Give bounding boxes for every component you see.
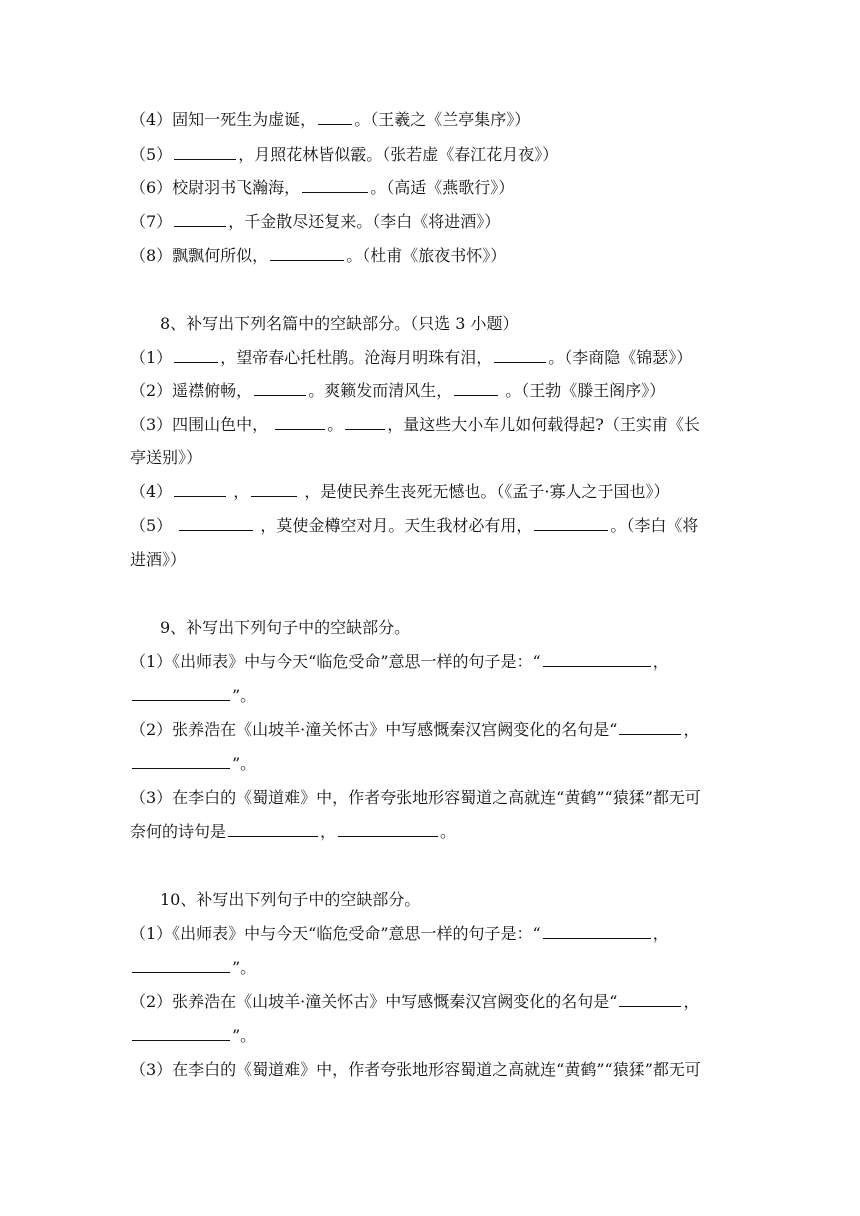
answer-blank[interactable] <box>345 415 385 430</box>
line-text: ，量这些大小车儿如何载得起?（王实甫《长 <box>387 415 700 434</box>
answer-blank[interactable] <box>619 720 681 735</box>
question-line <box>130 1060 740 1080</box>
answer-blank[interactable] <box>270 246 344 261</box>
answer-blank[interactable] <box>254 381 306 396</box>
question-line <box>130 178 740 198</box>
line-text: （2）张养浩在《山坡羊·潼关怀古》中写感慨秦汉宫阙变化的名句是“ <box>130 992 618 1011</box>
answer-blank[interactable] <box>132 958 230 973</box>
line-text: （4）固知一死生为虚诞， <box>130 110 317 129</box>
question-line <box>130 992 740 1012</box>
line-text: 。（李白《将 <box>610 516 699 535</box>
line-text: （5） <box>130 145 173 164</box>
line-text: ”。 <box>232 1026 257 1045</box>
answer-blank[interactable] <box>179 516 253 531</box>
line-text: ， <box>228 482 250 501</box>
question-line <box>130 754 740 774</box>
line-text: ， <box>320 822 337 841</box>
line-text: （5） <box>130 516 178 535</box>
line-text: 。 <box>327 415 344 434</box>
question-line <box>130 110 740 130</box>
question-line <box>130 720 740 740</box>
answer-blank[interactable] <box>318 110 352 125</box>
line-text: ， <box>652 652 669 671</box>
question-line <box>130 958 740 978</box>
line-text: 。 <box>440 822 457 841</box>
answer-blank[interactable] <box>338 822 438 837</box>
line-text: 8、补写出下列名篇中的空缺部分。（只选 3 小题） <box>160 314 519 333</box>
answer-blank[interactable] <box>494 348 546 363</box>
answer-blank[interactable] <box>454 381 498 396</box>
answer-blank[interactable] <box>302 178 368 193</box>
line-text: （1） <box>130 348 173 367</box>
question-line <box>130 924 740 944</box>
question-line <box>130 788 740 808</box>
line-text: 10、补写出下列句子中的空缺部分。 <box>160 890 421 909</box>
line-text: 。（王勃《滕王阁序》） <box>500 381 666 400</box>
answer-blank[interactable] <box>174 212 226 227</box>
question-line <box>130 348 740 368</box>
question-line <box>130 415 740 435</box>
line-text: （4） <box>130 482 173 501</box>
line-text: 亭送别》） <box>130 448 203 467</box>
line-text: 9、补写出下列句子中的空缺部分。 <box>160 618 411 637</box>
line-text: ，望帝春心托杜鹃。沧海月明珠有泪， <box>220 348 493 367</box>
answer-blank[interactable] <box>132 754 230 769</box>
line-text: 。爽籁发而清风生， <box>308 381 453 400</box>
question-line <box>130 516 740 536</box>
line-text: 进酒》） <box>130 550 187 569</box>
section-heading <box>160 890 770 910</box>
line-text: ， <box>652 924 669 943</box>
line-text: （8）飘飘何所似， <box>130 246 269 265</box>
answer-blank[interactable] <box>619 992 681 1007</box>
question-line <box>130 145 740 165</box>
section-heading <box>160 618 770 638</box>
line-text: （2）遥襟俯畅， <box>130 381 253 400</box>
answer-blank[interactable] <box>132 686 230 701</box>
answer-blank[interactable] <box>174 482 226 497</box>
section-heading <box>160 314 770 334</box>
question-line <box>130 482 740 502</box>
line-text: （7） <box>130 212 173 231</box>
line-text: ， <box>683 992 700 1011</box>
answer-blank[interactable] <box>174 145 236 160</box>
line-text: ”。 <box>232 958 257 977</box>
answer-blank[interactable] <box>174 348 218 363</box>
line-text: （2）张养浩在《山坡羊·潼关怀古》中写感慨秦汉宫阙变化的名句是“ <box>130 720 618 739</box>
question-line <box>130 822 740 842</box>
question-line <box>130 448 740 468</box>
question-line <box>130 1026 740 1046</box>
line-text: 。（李商隐《锦瑟》） <box>548 348 693 367</box>
answer-blank[interactable] <box>251 482 297 497</box>
answer-blank[interactable] <box>132 1026 230 1041</box>
question-line <box>130 686 740 706</box>
question-line <box>130 550 740 570</box>
line-text: ”。 <box>232 686 257 705</box>
line-text: 。（王羲之《兰亭集序》） <box>354 110 531 129</box>
line-text: ，是使民养生丧死无憾也。（《孟子·寡人之于国也》） <box>299 482 670 501</box>
answer-blank[interactable] <box>543 652 651 667</box>
line-text: ，千金散尽还复来。（李白《将进酒》） <box>228 212 501 231</box>
answer-blank[interactable] <box>534 516 608 531</box>
question-line <box>130 246 740 266</box>
line-text: ”。 <box>232 754 257 773</box>
answer-blank[interactable] <box>275 415 325 430</box>
question-line <box>130 381 740 401</box>
question-line <box>130 212 740 232</box>
line-text: 。（高适《燕歌行》） <box>370 178 515 197</box>
line-text: ，莫使金樽空对月。天生我材必有用， <box>255 516 533 535</box>
line-text: 奈何的诗句是 <box>130 822 227 841</box>
line-text: ，月照花林皆似霰。（张若虚《春江花月夜》） <box>238 145 559 164</box>
line-text: （1）《出师表》中与今天“临危受命”意思一样的句子是：“ <box>130 924 541 943</box>
line-text: （6）校尉羽书飞瀚海， <box>130 178 301 197</box>
line-text: ， <box>683 720 700 739</box>
question-line <box>130 652 740 672</box>
line-text: 。（杜甫《旅夜书怀》） <box>346 246 507 265</box>
line-text: （3）四围山色中， <box>130 415 274 434</box>
answer-blank[interactable] <box>228 822 318 837</box>
line-text: （3）在李白的《蜀道难》中，作者夸张地形容蜀道之高就连“黄鹤”“猿猱”都无可 <box>130 788 701 807</box>
line-text: （3）在李白的《蜀道难》中，作者夸张地形容蜀道之高就连“黄鹤”“猿猱”都无可 <box>130 1060 701 1079</box>
answer-blank[interactable] <box>543 924 651 939</box>
line-text: （1）《出师表》中与今天“临危受命”意思一样的句子是：“ <box>130 652 541 671</box>
